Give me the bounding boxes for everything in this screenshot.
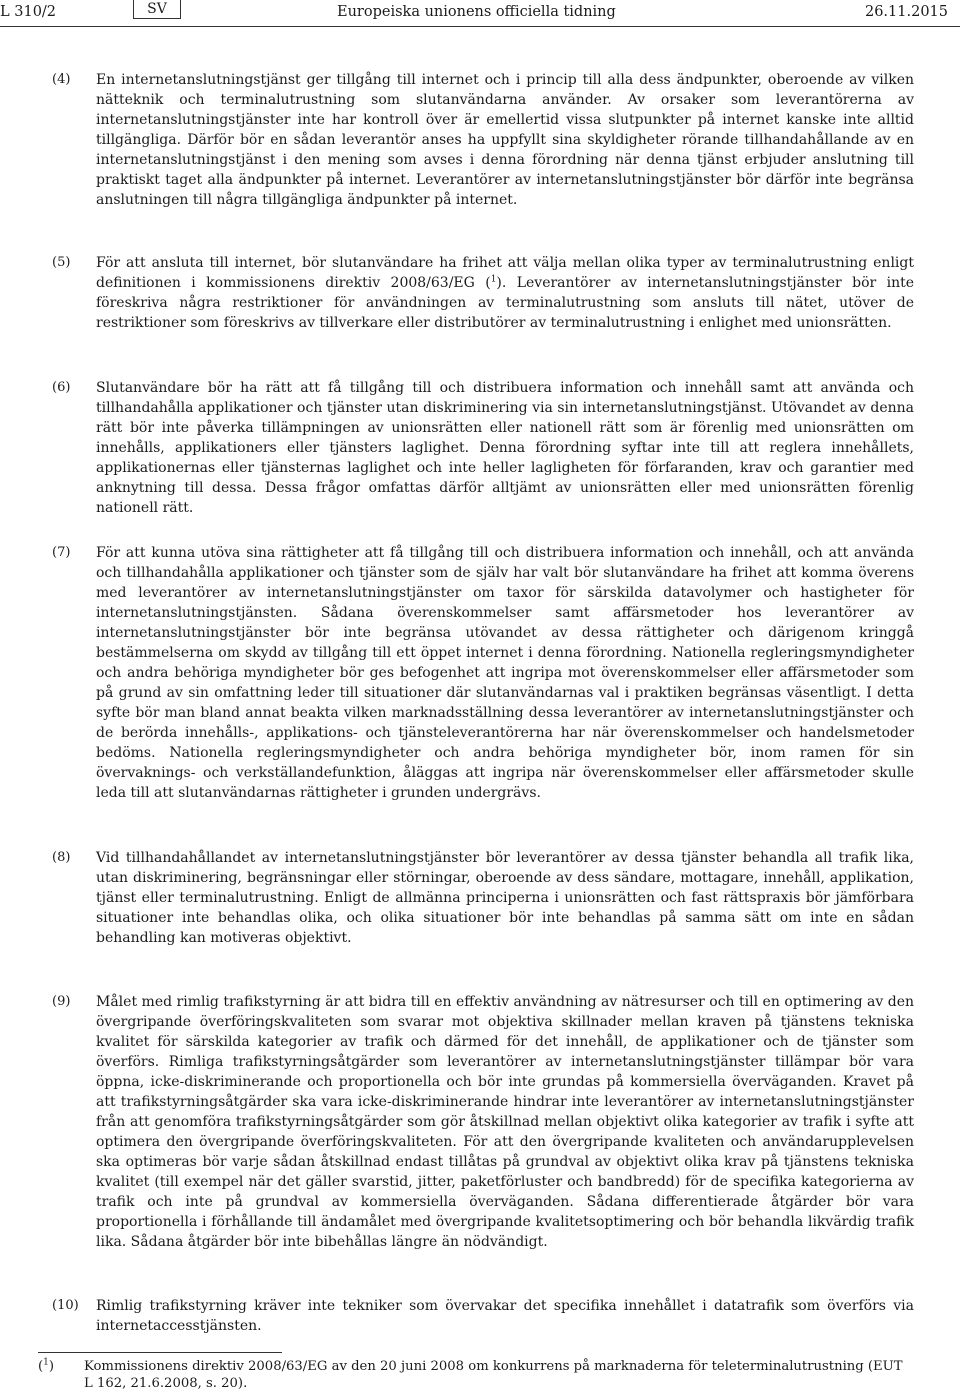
recital-text-part: För att ansluta till internet, bör slutanvändare ha frihet att välja mellan olika typer av terminalutrustning enligt definitionen i kommissionens direktiv 2008/63/EG ( (96, 255, 914, 291)
recital-number: (5) (52, 255, 71, 270)
recital-text: Slutanvändare bör ha rätt att få tillgång till och distribuera information och innehåll samt att använda och tillhandahålla applikationer och tjänster utan diskriminering via sin internetanslutningstjänst. Utövandet av denna rätt bör inte påverka tillämpningen av unionsrätten eller nationell rätt som är förenlig med unionsrätten om innehålls, applikationers eller tjänsters laglighet. Denna förordning syftar inte till att reglera innehållets, applikationernas eller tjänsternas laglighet och inte heller lagligheten för förfaranden, krav och garantier med anknytning till dessa. Dessa frågor omfattas därför alltjämt av unionsrätten eller med unionsrätten förenlig nationell rätt. (96, 380, 914, 516)
recital-text (96, 253, 914, 333)
footnote-ref[interactable]: 1 (490, 274, 497, 285)
recital-text: För att kunna utöva sina rättigheter att få tillgång till och distribuera information och innehåll, och att använda och tillhandahålla applikationer och tjänster som de själv har valt bör slutanvändare ha frihet att komma överens med leverantörer av internetanslutningstjänster om taxor för särskilda datavolymer och hastigheter för internetanslutningstjänsten. Sådana överenskommelser samt affärsmetoder hos leverantörer av internetanslutningstjänster bör inte begränsa utövandet av dessa rättigheter och därigenom kringgå bestämmelserna om skydd av tillgång till ett öppet internet i denna förordning. Nationella regleringsmyndigheter och andra behöriga myndigheter bör ges befogenhet att ingripa mot överenskommelser eller affärsmetoder som på grund av sin omfattning leder till situationer där slutanvändarnas val i praktiken begränsas väsentligt. I detta syfte bör man bland annat beakta vilken marknadsställning dessa leverantörer av internetanslutningstjänster och de berörda innehålls-, applikations- och tjänsteleverantörerna har när överenskommelser och handelsmetoder bedöms. Nationella regleringsmyndigheter och andra behöriga myndigheter bör, inom ramen för sin övervaknings- och verkställandefunktion, åläggas att ingripa när överenskommelser eller affärsmetoder skulle leda till att slutanvändarnas rättigheter i grunden undergrävs. (96, 545, 914, 801)
recital-text: Målet med rimlig trafikstyrning är att bidra till en effektiv användning av nätresurser och till en optimering av den övergripande överföringskvaliteten som svarar mot objektiva skillnader mellan kraven på tjänstens tekniska kvalitet för särskilda kategorier av trafik och därmed för det innehåll, de applikationer och de tjänster som överförs. Rimliga trafikstyrningsåtgärder som leverantörer av internetanslutningstjänster tillämpar bör vara öppna, icke-diskriminerande och proportionella och bör inte grundas på kommersiella överväganden. Kravet på att trafikstyrningsåtgärder ska vara icke-diskriminerande hindrar inte leverantörer av internetanslutningstjänster från att genomföra trafikstyrningsåtgärder som gör åtskillnad mellan objektivt olika kategorier av trafik i syfte att optimera den övergripande överföringskvaliteten. För att den övergripande kvaliteten och användarupplevelsen ska optimeras bör varje sådan åtskillnad endast tillåtas på grundval av objektivt olika krav på tjänstens tekniska kvalitet (till exempel när det gäller svarstid, jitter, paketförluster och bandbredd) för de specifika kategorierna av trafik och inte på grundval av kommersiella överväganden. Sådana differentierade åtgärder bör vara proportionella i förhållande till ändamålet med övergripande kvalitetsoptimering och bör behandla likvärdig trafik lika. Sådana åtgärder bör inte bibehållas längre än nödvändigt. (96, 994, 914, 1250)
recital-6 (38, 378, 914, 518)
recital-9 (38, 992, 914, 1252)
language-code: SV (133, 0, 181, 19)
recital-number: (7) (52, 545, 71, 560)
recital-number: (4) (52, 72, 71, 87)
recital-text: Rimlig trafikstyrning kräver inte tekniker som övervakar det specifika innehållet i datatrafik som överförs via internetaccesstjänsten. (96, 1298, 914, 1334)
footnote-mark-open: ( (38, 1359, 44, 1374)
recital-number: (6) (52, 380, 71, 395)
recital-text: Vid tillhandahållandet av internetanslutningstjänster bör leverantörer av dessa tjänster behandla all trafik lika, utan diskriminering, begränsningar eller störningar, oberoende av dess sändare, mottagare, innehåll, applikation, tjänst eller terminalutrustning. Enligt de allmänna principerna i unionsrätten och fast rättspraxis bör jämförbara situationer inte behandlas olika, och olika situationer bör inte behandlas på samma sätt om inte en sådan behandling kan motiveras objektivt. (96, 850, 914, 946)
recital-number: (8) (52, 850, 71, 865)
recital-5 (38, 253, 914, 333)
footnote-mark (38, 1358, 54, 1375)
page-number: L 310/2 (0, 4, 57, 20)
recital-text-part: ). Leverantörer av internetanslutningstjänster bör inte föreskriva några restriktioner för användningen av terminalutrustning som ansluts till nätet, utöver de restriktioner som föreskrivs av tillverkare eller distributörer av terminalutrustning i enlighet med unionsrätten. (96, 275, 914, 331)
footnote-divider (38, 1352, 282, 1353)
recital-number: (10) (52, 1298, 79, 1313)
footnote-mark-close: ) (48, 1359, 55, 1374)
recital-4 (38, 70, 914, 210)
footnote-mark-number: 1 (43, 1357, 49, 1368)
page-header (0, 0, 960, 27)
recital-text: En internetanslutningstjänst ger tillgång till internet och i princip till alla dess ändpunkter, oberoende av vilken nätteknik och terminalutrustning som slutanvändarna använder. Av orsaker som leverantörerna av internetanslutningstjänster inte har kontroll över är emellertid vissa slutpunkter på internet kanske inte alltid tillgängliga. Därför bör en sådan leverantör anses ha uppfyllt sina skyldigheter rörande tillhandahållande av en internetanslutningstjänst i den mening som avses i denna förordning när denna tjänst erbjuder anslutning till praktiskt taget alla ändpunkter på internet. Leverantörer av internetanslutningstjänster bör därför inte begränsa anslutningen till några tillgängliga ändpunkter på internet. (96, 72, 914, 208)
recital-7 (38, 543, 914, 803)
footnote-text: Kommissionens direktiv 2008/63/EG av den 20 juni 2008 om konkurrens på marknaderna för teleterminalutrustning (EUT L 162, 21.6.2008, s. 20). (84, 1359, 903, 1391)
footnote (38, 1358, 914, 1392)
recital-8 (38, 848, 914, 948)
recital-10 (38, 1296, 914, 1336)
journal-title: Europeiska unionens officiella tidning (337, 4, 616, 20)
recital-number: (9) (52, 994, 71, 1009)
publication-date: 26.11.2015 (864, 4, 948, 20)
